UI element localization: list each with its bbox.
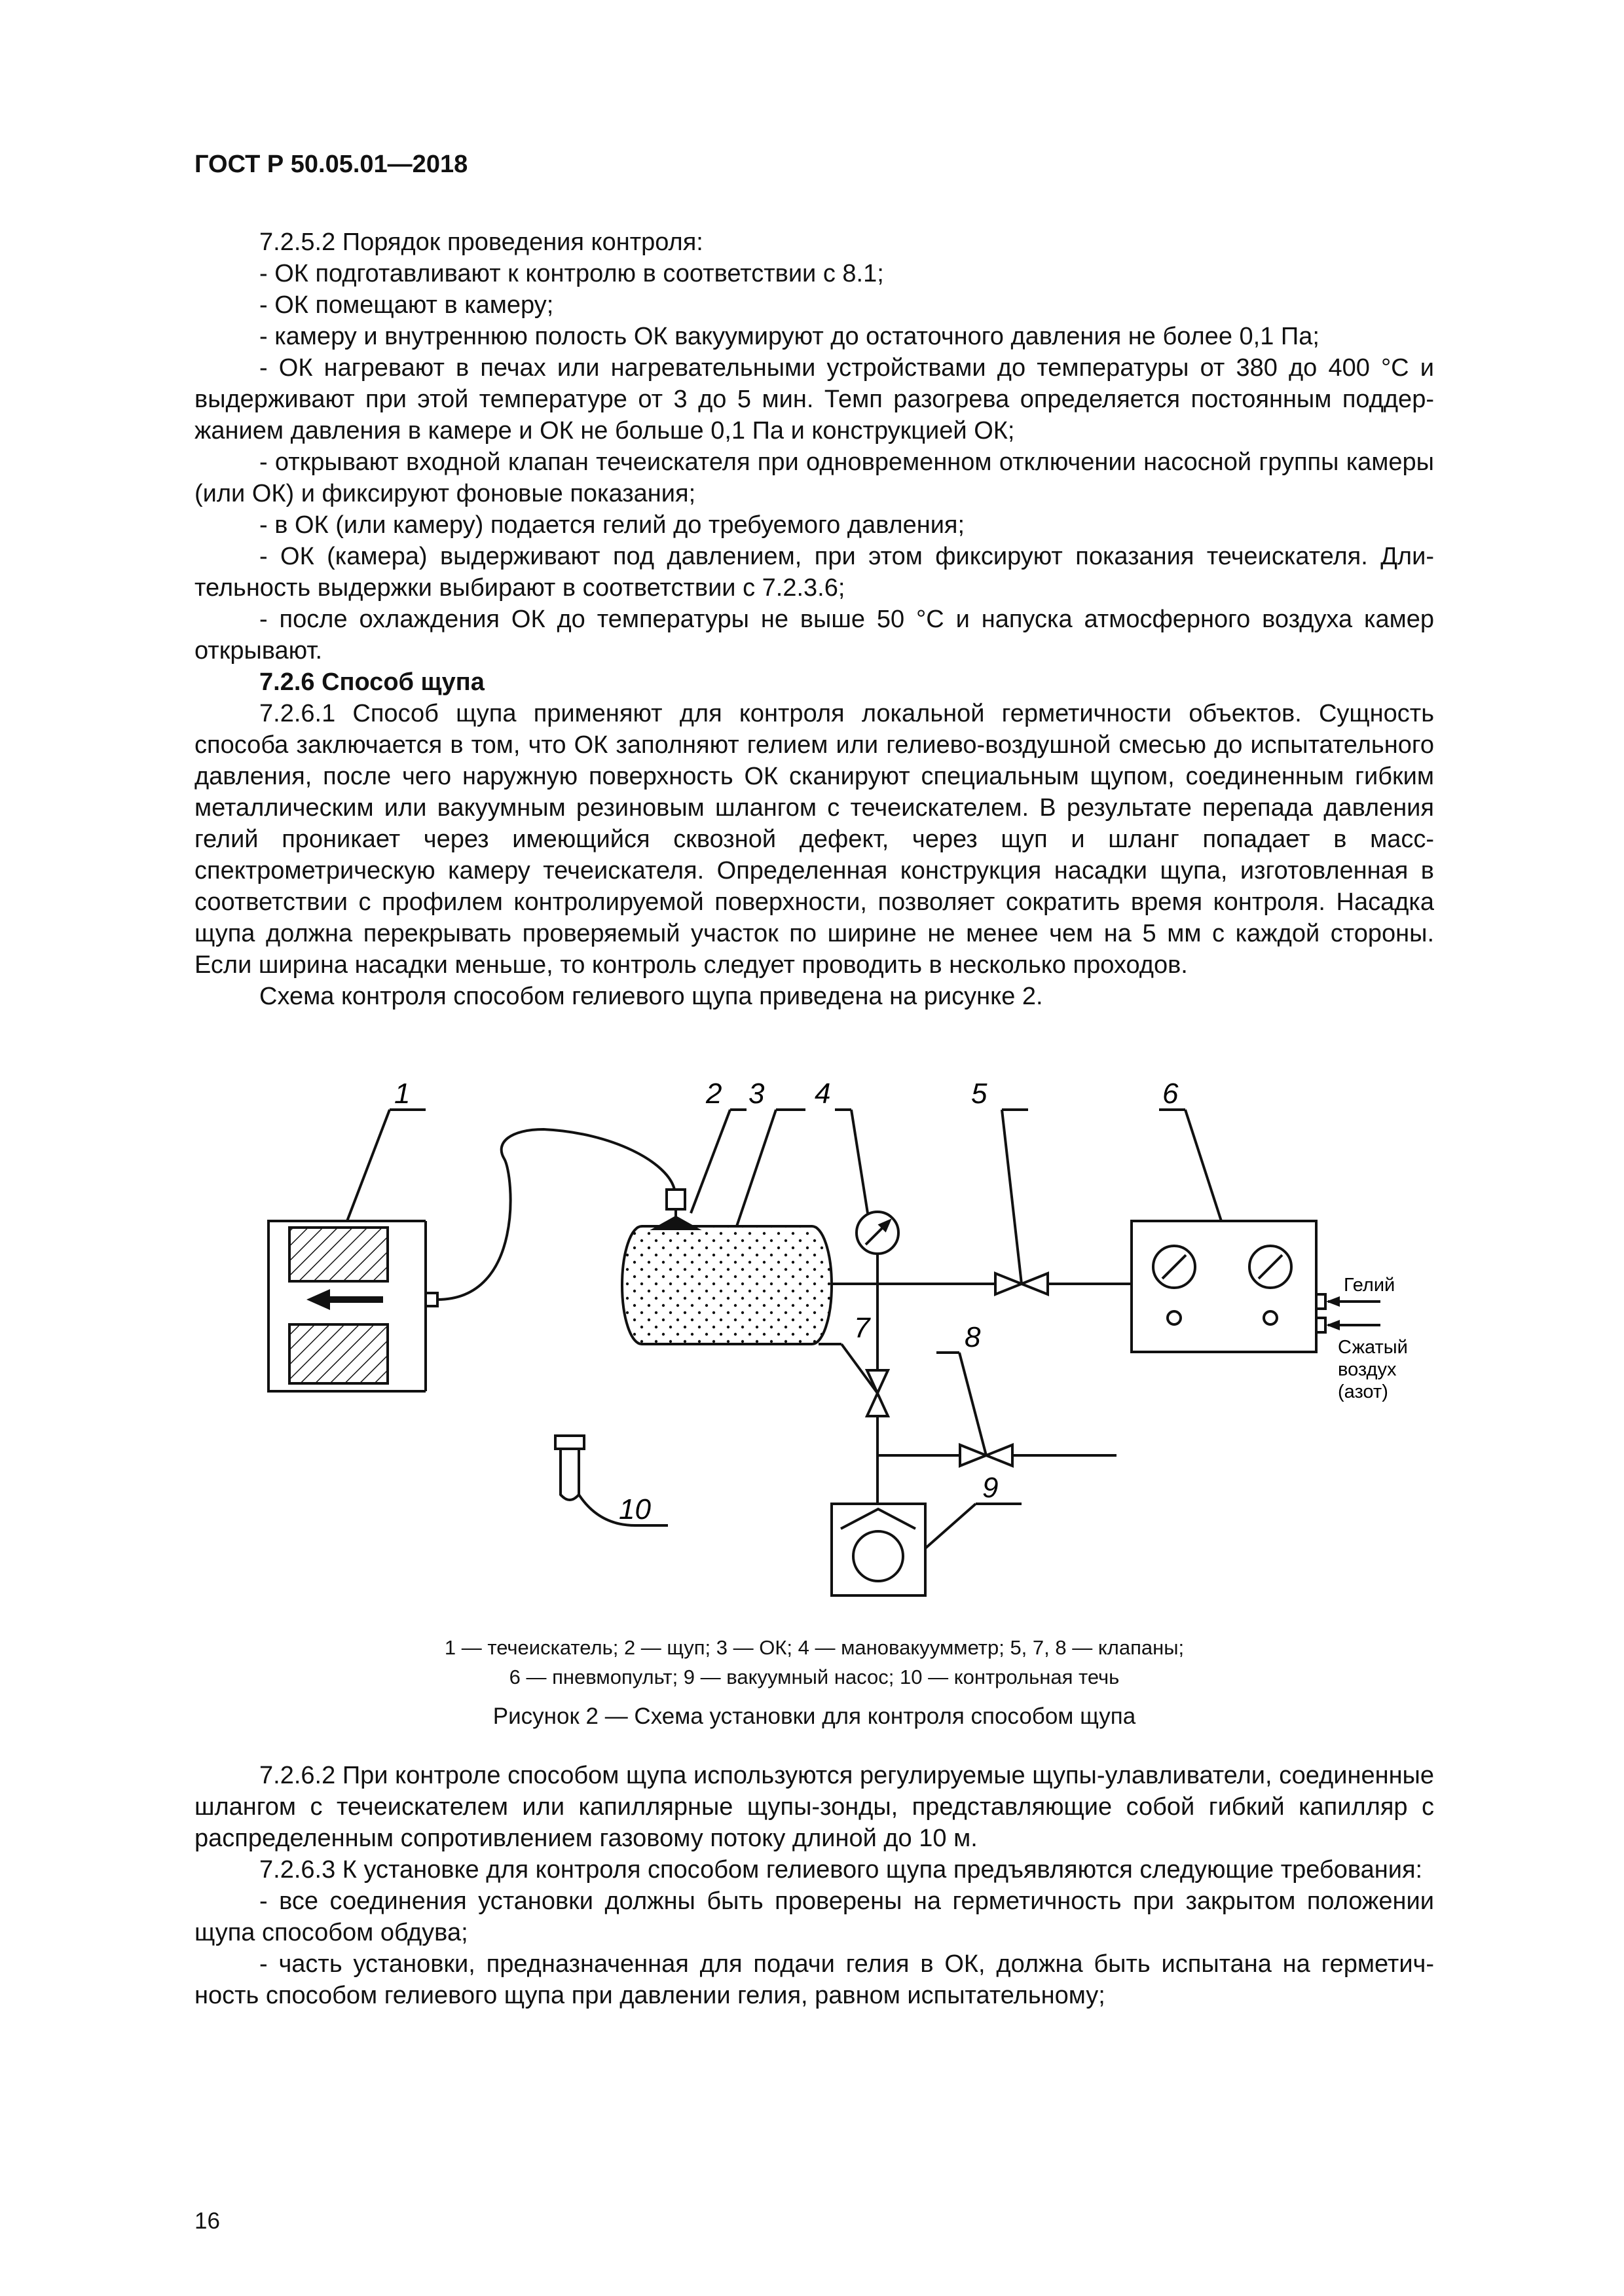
fig-num-7: 7 xyxy=(854,1312,870,1344)
fig-num-5: 5 xyxy=(971,1078,987,1110)
list-item: - ОК (камера) выдерживают под давлением, при этом фиксируют показания течеискателя. Длительность выдержки выбирают в соответствии с 7.2.3.6; xyxy=(194,543,1434,602)
leak-detector xyxy=(268,1110,437,1391)
fig-num-6: 6 xyxy=(1162,1078,1179,1110)
fig-num-3: 3 xyxy=(748,1078,765,1110)
fig-num-1: 1 xyxy=(394,1078,411,1110)
list-item: - после охлаждения ОК до температуры не выше 50 °С и напуска атмосферного воздуха камер открывают. xyxy=(194,606,1434,665)
text-block-3 xyxy=(194,1760,1434,2011)
paragraph: 7.2.6.1 Способ щупа применяют для контроля локальной герметичности объектов. Сущность способа заключается в том, что ОК заполняют гелием или гелиево-воздушной смесью до испытательного давления, после чего наружную поверхность ОК сканируют специальным щупом, соединенным гибким металлическим или вакуумным резиновым шлангом с течеискателем. В результате перепада давления гелий проникает через имеющийся сквозной дефект, через щуп и шланг попадает в массспектрометрическую камеру течеискателя. Определенная конструкция насадки щупа, изготовленная в соответствии с профилем контролируемой поверхности, позволяет сократить время контроля. Насадка щупа должна перекрывать проверяемый участок по ширине не менее чем на 5 мм с каждой стороны. Если ширина насадки меньше, то контроль следует проводить в несколько проходов. xyxy=(194,700,1434,979)
list-item: - открывают входной клапан течеискателя при одновременном отключении насосной группы камеры (или ОК) и фиксируют фоновые показания; xyxy=(194,448,1434,507)
paragraph: 7.2.6.3 К установке для контроля способом гелиевого щупа предъявляются следующие требования: xyxy=(259,1856,1423,1884)
pressure-gauge xyxy=(835,1110,898,1284)
fig-num-8: 8 xyxy=(965,1321,981,1353)
list-item: - в ОК (или камеру) подается гелий до требуемого давления; xyxy=(259,511,965,539)
calibrated-leak xyxy=(555,1436,668,1525)
fig-num-4: 4 xyxy=(815,1078,831,1110)
paragraph: 7.2.6.2 При контроле способом щупа используются регулируемые щупы-улавливатели, соединенные шлангом с течеискателем или капиллярные щупы-зонды, представляющие собой гибкий капилляр с распределенным сопротивлением газовому потоку длиной до 10 м. xyxy=(194,1762,1434,1852)
paragraph: Схема контроля способом гелиевого щупа приведена на рисунке 2. xyxy=(259,983,1043,1010)
list-item: - камеру и внутреннюю полость ОК вакуумируют до остаточного давления не более 0,1 Па; xyxy=(259,323,1320,350)
list-item: - все соединения установки должны быть проверены на герметичность при закрытом положении щупа способом обдува; xyxy=(194,1887,1434,1946)
air-label-line1: Сжатый xyxy=(1338,1337,1408,1358)
air-label-line3: (азот) xyxy=(1338,1381,1388,1402)
object-under-test xyxy=(622,1110,832,1344)
figure-legend-1: 1 — течеискатель; 2 — щуп; 3 — ОК; 4 — мановакуумметр; 5, 7, 8 — клапаны; xyxy=(444,1636,1185,1659)
list-item: - ОК подготавливают к контролю в соответствии с 8.1; xyxy=(259,260,884,287)
air-label-line2: воздух xyxy=(1338,1359,1397,1380)
figure-caption: Рисунок 2 — Схема установки для контроля способом щупа xyxy=(492,1704,1136,1729)
helium-label: Гелий xyxy=(1344,1275,1395,1296)
probe xyxy=(655,1110,747,1229)
list-item: - часть установки, предназначенная для подачи гелия в ОК, должна быть испытана на герметичность способом гелиевого щупа при давлении гелия, равном испытательному; xyxy=(194,1950,1434,2009)
document-header: ГОСТ Р 50.05.01—2018 xyxy=(194,151,468,178)
figure-2-diagram xyxy=(249,1064,1428,1627)
page-number: 16 xyxy=(194,2208,220,2234)
pneumatic-panel xyxy=(1132,1110,1380,1352)
fig-num-10: 10 xyxy=(619,1493,651,1525)
valve-8 xyxy=(877,1353,1116,1466)
list-item: - ОК помещают в камеру; xyxy=(259,291,554,319)
fig-num-2: 2 xyxy=(706,1078,722,1110)
section-heading: 7.2.6 Способ щупа xyxy=(259,668,485,696)
list-item: - ОК нагревают в печах или нагревательными устройствами до температуры от 380 до 400 °С и выдерживают при этой температуре от 3 до 5 мин. Темп разогрева определяется постоянным поддержанием давления в камере и ОК не больше 0,1 Па и конструкцией ОК; xyxy=(194,354,1434,445)
vacuum-pump xyxy=(832,1504,1022,1595)
figure-legend-2: 6 — пневмопульт; 9 — вакуумный насос; 10 — контрольная течь xyxy=(509,1666,1120,1688)
text-block-1 xyxy=(194,227,1434,1012)
valve-5 xyxy=(995,1110,1048,1294)
fig-num-9: 9 xyxy=(982,1472,999,1504)
paragraph: 7.2.5.2 Порядок проведения контроля: xyxy=(259,228,703,256)
